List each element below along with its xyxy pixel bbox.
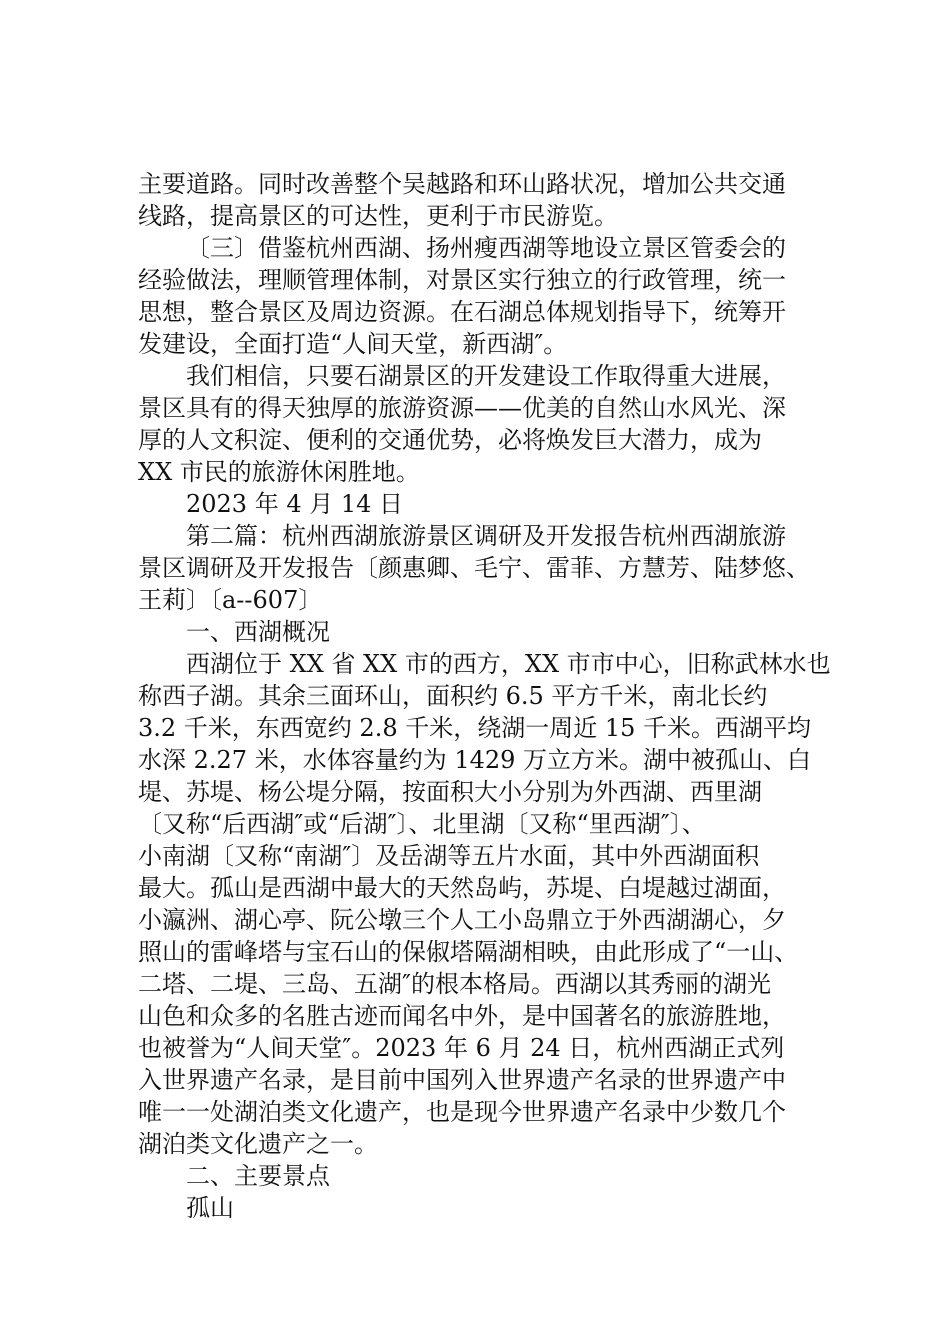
text-line-23: 最大。孤山是西湖中最大的天然岛屿，苏堤、白堤越过湖面， bbox=[138, 874, 786, 902]
text-line-3: 〔三〕借鉴杭州西湖、扬州瘦西湖等地设立景区管委会的 bbox=[186, 234, 786, 262]
text-line-21: 〔又称“后西湖″或“后湖″〕、北里湖〔又称“里西湖″〕、 bbox=[138, 810, 706, 838]
heading-main-attractions: 二、主要景点 bbox=[186, 1162, 330, 1190]
text-line-20: 堤、苏堤、杨公堤分隔，按面积大小分别为外西湖、西里湖 bbox=[138, 778, 762, 806]
text-line-2: 线路，提高景区的可达性，更利于市民游览。 bbox=[138, 202, 618, 230]
text-line-9: 厚的人文积淀、便利的交通优势，必将焕发巨大潜力，成为 bbox=[138, 426, 762, 454]
text-line-8: 景区具有的得天独厚的旅游资源——优美的自然山水风光、深 bbox=[138, 394, 786, 422]
text-line-13: 景区调研及开发报告〔颜惠卿、毛宁、雷菲、方慧芳、陆梦悠、 bbox=[138, 554, 810, 582]
text-line-25: 照山的雷峰塔与宝石山的保俶塔隔湖相映，由此形成了“一山、 bbox=[138, 938, 799, 966]
text-line-14: 王莉〕〔a--607〕 bbox=[138, 586, 323, 614]
text-line-29: 入世界遗产名录，是目前中国列入世界遗产名录的世界遗产中 bbox=[138, 1066, 786, 1094]
text-line-5: 思想，整合景区及周边资源。在石湖总体规划指导下，统筹开 bbox=[138, 298, 786, 326]
subheading-gushan: 孤山 bbox=[186, 1194, 234, 1222]
text-line-18: 3.2 千米，东西宽约 2.8 千米，绕湖一周近 15 千米。西湖平均 bbox=[138, 714, 812, 742]
text-line-28: 也被誉为“人间天堂″。2023 年 6 月 24 日，杭州西湖正式列 bbox=[138, 1034, 785, 1062]
text-line-16: 西湖位于 XX 省 XX 市的西方，XX 市市中心，旧称武林水也 bbox=[186, 650, 831, 678]
text-line-1: 主要道路。同时改善整个吴越路和环山路状况，增加公共交通 bbox=[138, 170, 786, 198]
text-line-26: 二塔、二堤、三岛、五湖″的根本格局。西湖以其秀丽的湖光 bbox=[138, 970, 771, 998]
text-line-27: 山色和众多的名胜古迹而闻名中外，是中国著名的旅游胜地， bbox=[138, 1002, 786, 1030]
text-line-7: 我们相信，只要石湖景区的开发建设工作取得重大进展， bbox=[186, 362, 786, 390]
text-line-10: XX 市民的旅游休闲胜地。 bbox=[138, 458, 420, 486]
section-heading-part-two: 第二篇：杭州西湖旅游景区调研及开发报告杭州西湖旅游 bbox=[186, 522, 786, 550]
document-body bbox=[138, 168, 831, 1224]
text-line-24: 小瀛洲、湖心亭、阮公墩三个人工小岛鼎立于外西湖湖心，夕 bbox=[138, 906, 786, 934]
heading-west-lake-overview: 一、西湖概况 bbox=[186, 618, 330, 646]
text-line-31: 湖泊类文化遗产之一。 bbox=[138, 1130, 378, 1158]
text-line-30: 唯一一处湖泊类文化遗产，也是现今世界遗产名录中少数几个 bbox=[138, 1098, 786, 1126]
text-line-17: 称西子湖。其余三面环山，面积约 6.5 平方千米，南北长约 bbox=[138, 682, 768, 710]
text-line-22: 小南湖〔又称“南湖″〕及岳湖等五片水面，其中外西湖面积 bbox=[138, 842, 760, 870]
text-line-6: 发建设，全面打造“人间天堂，新西湖″。 bbox=[138, 330, 568, 358]
date-line: 2023 年 4 月 14 日 bbox=[186, 490, 404, 518]
text-line-4: 经验做法，理顺管理体制，对景区实行独立的行政管理，统一 bbox=[138, 266, 786, 294]
text-line-19: 水深 2.27 米，水体容量约为 1429 万立方米。湖中被孤山、白 bbox=[138, 746, 812, 774]
